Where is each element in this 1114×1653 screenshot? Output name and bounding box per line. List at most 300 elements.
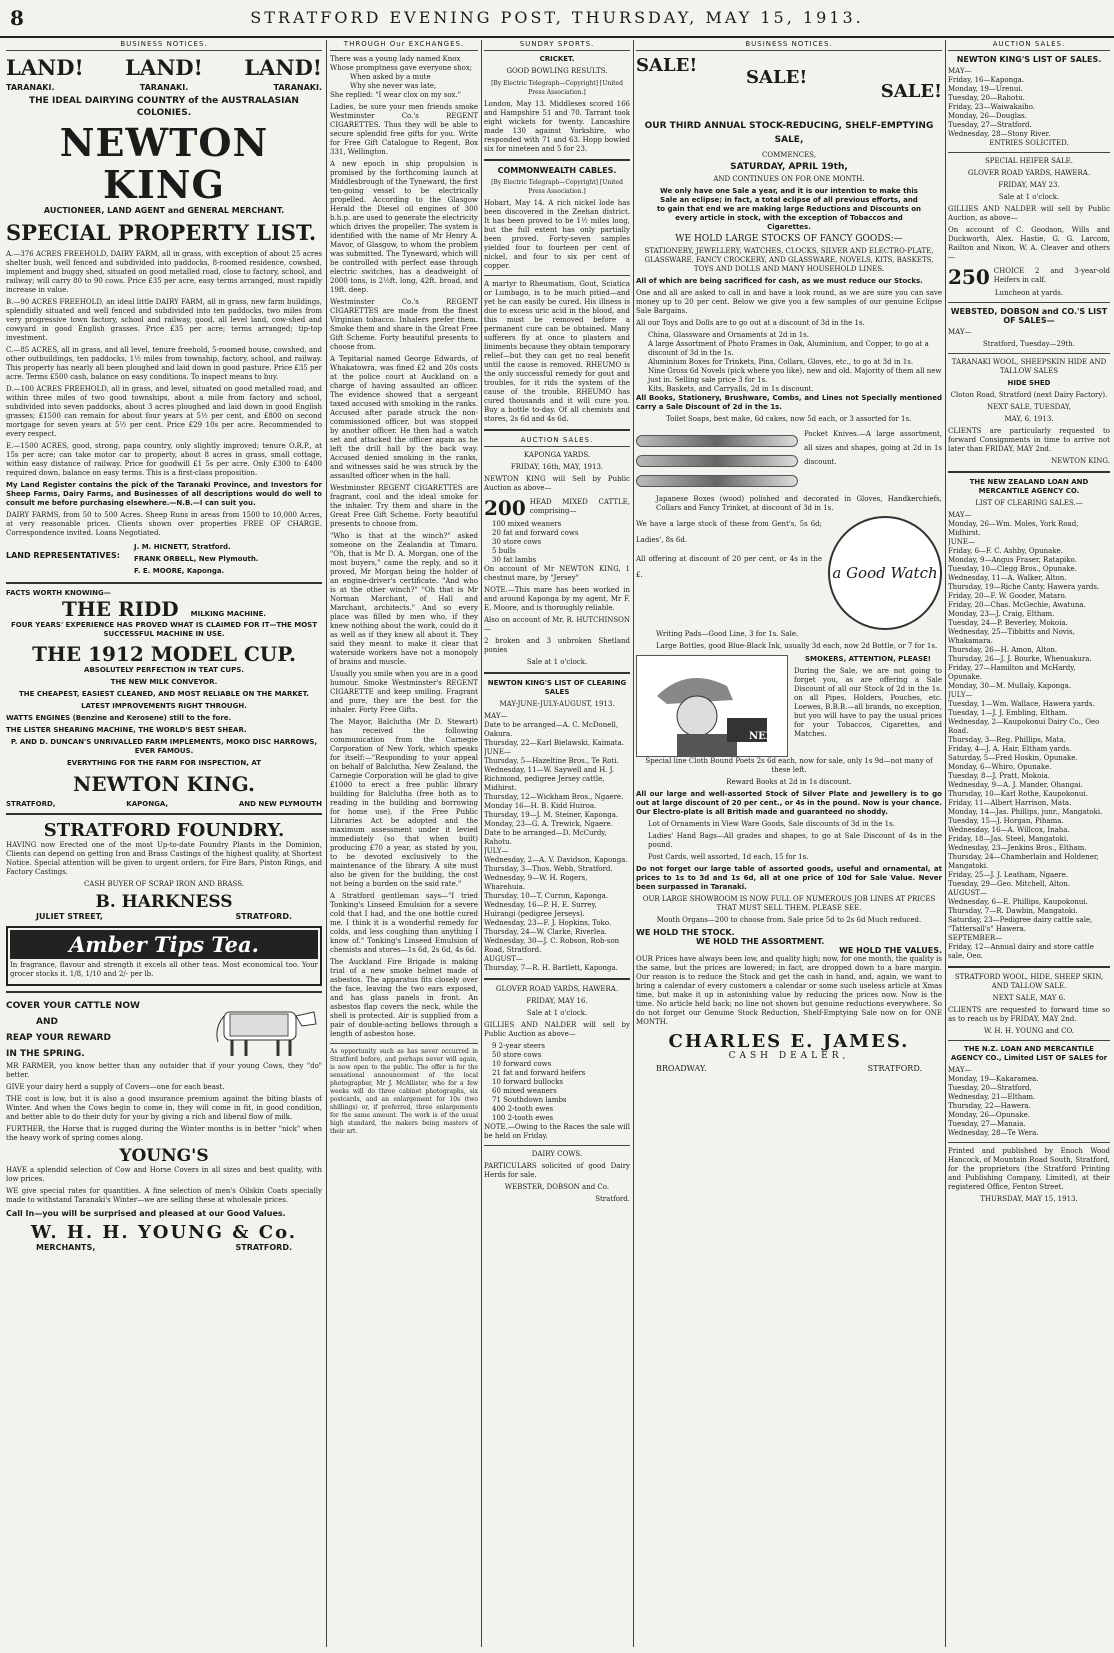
exchange-item: The Auckland Fire Brigade is making trial of a new smoke helmet made of asbestos. The apparatus fits closely over the face, leaving the two ears exposed, and has glass panels in front. An asbestos flap covers the neck, while the shell is protected. Air is supplied from a pair of double-acting bellows through a length of asbestos hose. xyxy=(330,958,478,1038)
list-item: JULY— xyxy=(484,847,509,855)
entries-solicited: ENTRIES SOLICITED. xyxy=(989,139,1069,147)
newton-king-sign: NEWTON KING. xyxy=(1051,457,1110,465)
property-b: B.—90 ACRES FREEHOLD, an ideal little DAIRY FARM, all in grass, new farm buildings, splendidly situated and well fenced and subdivided into ten paddocks, two miles from very progressive town factory, school and railway, good, all level land, cow-shed and cowyard in good English grasses. Price £35 per acre; terms arranged; tip-top investment. xyxy=(6,298,322,342)
list-item: Monday, 9—Angus Fraser, Ratapiko. xyxy=(948,556,1077,564)
nk-clearing: NEWTON KING'S LIST OF CLEARING SALES xyxy=(487,679,627,696)
list-item: Thursday, 24—Chamberlain and Holdener, Mangatoki. xyxy=(948,853,1099,870)
harkness: B. HARKNESS xyxy=(95,892,233,912)
soaps: Toilet Soaps, best make, 6d cakes, now 5d each, or 3 assorted for 1s. xyxy=(666,415,912,423)
list-item: Thursday, 26—H. Amon, Alton. xyxy=(948,646,1058,654)
bargain-list xyxy=(636,331,942,394)
cattle-count: 200 xyxy=(484,496,526,520)
japanese-boxes: Japanese Boxes (wood) polished and decorated in Gloves, Handkerchiefs, Collars and Fancy Trinket, at discount of 3d in 1s. xyxy=(656,495,942,512)
property-d: D.—100 ACRES FREEHOLD, all in grass, and level, situated on good metalled road, and within three miles of two good townships, about a mile from factory and school, subdivided into seven paddocks, about 3 acres ploughed and laid down in good English grasses; £1500 can remain for about four years at 5½ per cent, and £800 on second mortgage for seven years at 5½ per cent. Price £29 10s per acre. Recommended to every respect. xyxy=(6,385,322,438)
list-item: MAY— xyxy=(948,67,972,75)
ideal-country: THE IDEAL DAIRYING COUNTRY of the AUSTRALASIAN COLONIES. xyxy=(29,96,299,118)
list-item: 100 mixed weaners xyxy=(492,520,562,528)
list-item: JUNE— xyxy=(484,748,511,756)
list-item: JULY— xyxy=(948,691,973,699)
hide-sale: STRATFORD WOOL, HIDE, SHEEP SKIN, AND TALLOW SALE. xyxy=(954,973,1104,990)
column-james-sale xyxy=(636,40,942,1647)
list-item: 10 forward cows xyxy=(492,1060,552,1068)
list-item: Friday, 11—Albert Harrison, Mata. xyxy=(948,799,1072,807)
books: All Books, Stationery, Brushware, Combs, and Lines not Specially mentioned carry a Sale Discount of 2d in the 1s. xyxy=(636,394,942,411)
list-item: MAY— xyxy=(948,1066,972,1074)
clearing-heading: LIST OF CLEARING SALES.— xyxy=(975,499,1083,507)
poem-line: Why she never was late, xyxy=(350,82,437,90)
list-item: Wednesday, 9—A. J. Mander, Ohangai. xyxy=(948,781,1083,789)
masthead xyxy=(0,0,1114,38)
in-spring: IN THE SPRING. xyxy=(6,1049,85,1059)
column-business-notices xyxy=(6,40,322,1647)
list-item: Wednesday, 28—Stony River. xyxy=(948,130,1051,138)
column-header: AUCTION SALES. xyxy=(948,40,1110,51)
exchange-item: The Mayor, Balclutha (Mr D. Stewart) has received the following communication from the Carnegie Corporation of New York, which speaks for itself:—"Responding to your appeal on behalf of Balclutha, New Zealand, the Carnegie Corporation will be glad to give £1000 to erect a free public library building for Balclutha (free both as to reading in the building and borrowing for home use), if the Free Public Libraries Act be adopted and the maximum assessment under it levied immediately (so that when built) producing £70 a year, as stated by you, to be devoted exclusively to the maintenance of the library. A site must also be given for the building, the cost not being a burden on the said rate." xyxy=(330,718,478,888)
list-item: Tuesday, 15—J. Horgan, Pihama. xyxy=(948,817,1064,825)
sale-word: SALE! xyxy=(880,81,942,102)
list-item: Monday, 26—Wm. Moles, York Road, Midhirst. xyxy=(948,520,1079,537)
auction-header: AUCTION SALES. xyxy=(484,436,630,447)
property-e: E.—1500 ACRES, good, strong, papa country, only slightly improved; tenure O.R.P., at 15s per acre; can take motor car to property, about 8 acres in grass, small cottage, within easy distance of railway. Price for goodwill £1 5s per acre. Only £300 to £400 required down, balance on easy terms. This is a first-class proposition. xyxy=(6,442,322,477)
nz-loan-sales-list xyxy=(948,1066,1110,1138)
webster-town: Stratford. xyxy=(595,1195,630,1203)
list-item: 30 fat lambs xyxy=(492,556,537,564)
give-herd: GIVE your dairy herd a supply of Covers—one for each beast. xyxy=(6,1083,225,1091)
limerick xyxy=(330,55,478,100)
merchants-line xyxy=(6,1243,322,1252)
street: JULIET STREET, xyxy=(36,912,103,921)
list-item: Monday, 23—J. Craig, Eltham. xyxy=(948,610,1055,618)
exchange-item: Westminster REGENT CIGARETTES are fragrant, cool and the ideal smoke for the inhaler. Try them and share in the Great Free Gift Scheme. Forty beautiful presents to choose from. xyxy=(330,484,478,528)
list-item: Monday, 19—Kakaramea. xyxy=(948,1075,1039,1083)
cloth-poets: Special line Cloth Bound Poets 2s 6d each, now for sale, only 1s 9d—not many of these left. xyxy=(645,757,933,774)
land-word: LAND! xyxy=(6,55,84,80)
youngs-title: YOUNG'S xyxy=(119,1146,209,1166)
land-headline xyxy=(6,55,322,80)
byline: [By Electric Telegraph—Copyright] [United Press Association.] xyxy=(491,179,623,195)
call-in: Call In—you will be surprised and pleased at our Good Values. xyxy=(6,1209,286,1218)
sale-time: Sale at 1 o'clock. xyxy=(526,1009,588,1017)
amber-text: In fragrance, flavour and strength it excels all other teas. Most economical too. Your grocer stocks it. 1/8, 1/10 and 2/- per lb. xyxy=(10,961,318,978)
sale-time: Sale at 1 o'clock. xyxy=(526,658,588,666)
list-item: Wednesday, 23—Jenkins Bros., Eltham. xyxy=(948,844,1087,852)
list-item: SEPTEMBER— xyxy=(948,934,1003,942)
fancy-goods: WE HOLD LARGE STOCKS OF FANCY GOODS:— xyxy=(675,234,903,244)
wool-sales: TARANAKI WOOL, SHEEPSKIN HIDE AND TALLOW SALES xyxy=(951,358,1107,375)
special-rates: WE give special rates for quantities. A fine selection of men's Oilskin Coats specially made to withstand Taranaki's Winter—we are selling these at wholesale prices. xyxy=(6,1187,322,1204)
friday-date: FRIDAY, 16th, MAY, 1913. xyxy=(510,463,604,471)
list-item: Aluminium Boxes for Trinkets, Pins, Collars, Gloves, etc., to go at 3d in 1s. xyxy=(648,358,914,366)
list-item: 30 store cows xyxy=(492,538,542,546)
silver-plate: All our large and well-assorted Stock of Silver Plate and Jewellery is to go out at large discount of 20 per cent., or 4s in the pound. Now is your chance. Our Electro-plate is all British made and guaranteed no shoddy. xyxy=(636,790,942,816)
list-item: Friday, 12—Annual dairy and store cattle sale, Oeo. xyxy=(948,943,1094,960)
rep-name: FRANK ORBELL, New Plymouth. xyxy=(134,555,259,563)
list-item: Nine Gross 6d Novels (pick where you like), new and old. Majority of them all new just in. Selling sale price 3 for 1s. xyxy=(648,367,942,384)
column-auction-sales xyxy=(948,40,1110,1647)
town: KAPONGA, xyxy=(126,800,169,808)
stratford-tuesday: Stratford, Tuesday—29th. xyxy=(983,340,1075,348)
list-item: Tuesday, 29—Geo. Mitchell, Alton. xyxy=(948,880,1070,888)
list-item: Date to be arranged—A. C. McDonell, Oakura. xyxy=(484,721,619,738)
rep-name: J. M. HICNETT, Stratford. xyxy=(134,543,231,551)
list-item: Tuesday, 20—Stratford. xyxy=(948,1084,1032,1092)
exchange-item: As opportunity such as has never occurred in Stratford before, and perhaps never will again, is now open to the public. The offer is for the sensational announcement of the local photographer, Mr J. McAllister, who for a few weeks will do three cabinet photographs, six postcards, and an enlargement for 10s (two shillings) or, if preferred, three enlargements for the same amount. The work is of the usual high standard, the makers being masters of their art. xyxy=(330,1048,478,1135)
gillies-nalder: GILLIES AND NALDER will sell by Public Auction as above— xyxy=(484,1021,630,1038)
lister: THE LISTER SHEARING MACHINE, THE WORLD'S BEST SHEAR. xyxy=(6,726,247,734)
milk-conveyor: THE NEW MILK CONVEYOR. xyxy=(110,678,218,686)
view-ware: Lot of Ornaments in View Ware Goods, Sale discounts of 3d in the 1s. xyxy=(648,820,895,828)
cash-dealer: CASH DEALER, xyxy=(728,1051,850,1061)
stock-list xyxy=(484,1042,630,1123)
ridd-title: THE RIDD xyxy=(61,597,179,621)
cash-buyer: CASH BUYER OF SCRAP IRON AND BRASS. xyxy=(83,880,245,888)
list-item: Friday, 25—J. J. Leatham, Ngaere. xyxy=(948,871,1069,879)
knife-shape xyxy=(636,475,798,487)
account-note: 2 broken and 3 unbroken Shetland ponies xyxy=(484,637,630,654)
column-rule xyxy=(945,40,946,1647)
list-item: Wednesday, 6—E. Phillips, Kaupokonui. xyxy=(948,898,1088,906)
town: STRATFORD. xyxy=(235,912,292,921)
mixed-cattle: HEAD MIXED CATTLE, comprising— xyxy=(529,497,630,515)
commences: COMMENCES, xyxy=(762,151,816,159)
list-item: Tuesday, 8—J. Pratt, Mokoia. xyxy=(948,772,1050,780)
list-item: Thursday, 26—J. J. Bourke, Whenuakura. xyxy=(948,655,1092,663)
cricket-heading: CRICKET. xyxy=(539,55,575,63)
nk-list-sales: NEWTON KING'S LIST OF SALES. xyxy=(956,55,1102,64)
property-c: C.—85 ACRES, all in grass, and all level, tenure freehold, 5-roomed house, cowshed, and other outbuildings, ten paddocks, 1½ miles from township, factory, school, and railway. This property has nearly all been ploughed and laid down in good pasture. Price £35 per acre. Terms £500 cash, balance on easy conditions. To inspect means to buy. xyxy=(6,346,322,381)
rheumo-ad: A martyr to Rheumatism, Gout, Sciatica or Lumbago, is to be much pitied—and yet he can easily be cured. His illness is due to excess uric acid in the blood, and this must be removed before a permanent cure can be obtained. Many sufferers fly at once to plasters and liniments because they obtain temporary relief—but they can get no real benefit until the cause is removed. RHEUMO is the only successful remedy for gout and troubles, for it rids the system of the cause of the trouble. RHEUMO has cured thousands and it will cure you. Buy a bottle to-day. Of all chemists and stores, 2s 6d and 4s 6d. xyxy=(484,280,630,423)
do-not-forget: Do not forget our large table of assorted goods, useful and ornamental, at prices to 1s to 3d and 1s 6d, all at one price of 10d for Sale Value. Never been surpassed in Taranaki. xyxy=(636,865,942,891)
websted-dobson: WEBSTED, DOBSON and CO.'S LIST OF SALES— xyxy=(950,307,1108,325)
hide-shed: HIDE SHED xyxy=(1007,379,1051,387)
town: STRATFORD. xyxy=(867,1064,922,1073)
list-item: 20 fat and forward cows xyxy=(492,529,579,537)
heifer-sale: SPECIAL HEIFER SALE. xyxy=(985,157,1073,165)
list-item: Friday, 16—Kaponga. xyxy=(948,76,1024,84)
list-item: 100 2-tooth ewes xyxy=(492,1114,554,1122)
clients-requested: CLIENTS are requested to forward time so as to reach us by FRIDAY, MAY 2nd. xyxy=(948,1006,1110,1023)
third-annual: OUR THIRD ANNUAL STOCK-REDUCING, SHELF-EMPTYING SALE, xyxy=(644,121,934,145)
exchange-item: "Who is that at the winch?" asked someone on the Zealandia at Timaru. "Oh, that is Mr D. A. Morgan, one of the most buyers," came the reply, and so it proved, Mr Morgan being the holder of an engine-driver's certificate. "And who is at the other winch?" "Oh that is Mr Norman Marchant, of Hall and Marchant, architects." And so every place was filled by men who, if they knew nothing about the work, could do it as well as if they knew all about it. They said they meant to make it clear that waterside workers have not a monopoly of brains and muscle. xyxy=(330,532,478,666)
further-horse: FURTHER, the Horse that is rugged during the Winter months is in better "nick" when the heavy work of spring comes along. xyxy=(6,1125,322,1142)
nz-loan-2: THE N.Z. LOAN AND MERCANTILE AGENCY CO., Limited LIST OF SALES for xyxy=(950,1045,1108,1062)
column-header: BUSINESS NOTICES. xyxy=(636,40,942,51)
list-item: Thursday, 19—J. M. Steiner, Kaponga. xyxy=(484,811,619,819)
list-item: Monday, 6—Whiro, Opunake. xyxy=(948,763,1052,771)
wh-young: W. H. H. YOUNG & Co. xyxy=(30,1222,298,1243)
town: AND NEW PLYMOUTH xyxy=(238,800,322,808)
list-item: 5 bulls xyxy=(492,547,516,555)
column-rule xyxy=(326,40,327,1647)
newspaper-title: STRATFORD EVENING POST, THURSDAY, MAY 15, 1913. xyxy=(250,8,864,27)
account-note: NOTE.—This mare has been worked in and around Kaponga by my agent, Mr F. E. Moore, and is thoroughly reliable. xyxy=(484,586,630,612)
dairy-cows: DAIRY COWS. xyxy=(531,1150,583,1158)
printed-by: Printed and published by Enoch Wood Hancock, of Mountain Road South, Stratford, for the proprietors (the Stratford Printing and Publishing Company, Limited), at their registered Office, Fenton Street. xyxy=(948,1147,1110,1191)
smokers-text: During the Sale, we are not going to forget you, as are offering a Sale Discount of all our Stock of 2d in the 1s. on all Pipes, Holders, Pouches, etc. Loewes, B.B.B.—all brands, no exception, but you will have to pay the usual prices for your Tobaccos, Cigarettes, and Matches. xyxy=(794,667,942,738)
reward-books: Reward Books at 2d in 1s discount. xyxy=(726,778,852,786)
list-item: Tuesday, 10—Clegg Bros., Opunake. xyxy=(948,565,1077,573)
town: STRATFORD, xyxy=(6,800,56,808)
particulars: PARTICULARS solicited of good Dairy Herds for sale. xyxy=(484,1162,630,1179)
street: BROADWAY. xyxy=(656,1064,707,1073)
toys: All our Toys and Dolls are to go out at a discount of 3d in the 1s. xyxy=(636,319,865,327)
foundry-text: HAVING now Erected one of the most Up-to-date Foundry Plants in the Dominion, Clients can depend on getting Iron and Brass Castings of the highest quality, at Shortest Notice. Special attention will be given to urgent orders, for Fire Bars, Piston Rings, and Factory Castings. xyxy=(6,841,322,876)
model-cup: THE 1912 MODEL CUP. xyxy=(32,642,296,666)
watts: WATTS ENGINES (Benzine and Kerosene) still to the fore. xyxy=(6,714,232,722)
sale-word: SALE! xyxy=(636,55,698,76)
friday-date: FRIDAY, MAY 16. xyxy=(526,997,588,1005)
column-rule xyxy=(633,40,634,1647)
sale-time: Sale at 1 o'clock. xyxy=(998,193,1060,201)
amber-tips-ad xyxy=(6,926,322,986)
list-item: A large Assortment of Photo Frames in Oak, Aluminium, and Copper, to go at a discount of 3d in the 1s. xyxy=(648,340,929,357)
friday-date: FRIDAY, MAY 23. xyxy=(998,181,1060,189)
list-item: AUGUST— xyxy=(484,955,523,963)
column-header: SUNDRY SPORTS. xyxy=(484,40,630,51)
mr-farmer: MR FARMER, you know better than any outsider that if your young Cows, they "do" better. xyxy=(6,1062,322,1079)
exchange-item: A new epoch in ship propulsion is promised by the forthcoming launch at Middlesbrough of the Tyneward, the first ten-going vessel to be electrically propelled. According to the Glasgow Herald the Diesel oil engines of 300 b.h.p. are used to generate the electricity which drives the propeller. The system is identified with the name of Mr Henry A. Mavor, of Glasgow, to whom the problem was submitted. The Tyneward, which will be controlled with perfect ease through electric switches, has a deadweight of 2000 tons, is 2½ft. long, 42ft. broad, and 19ft. deep. xyxy=(330,160,478,294)
luncheon: Luncheon at yards. xyxy=(994,289,1064,297)
list-item: Wednesday, 2—Kaupokonui Dairy Co., Oeo Road. xyxy=(948,718,1100,735)
duncan: P. AND D. DUNCAN'S UNRIVALLED FARM IMPLEMENTS, MOKO DISC HARROWS, EVER FAMOUS. xyxy=(10,738,318,755)
sale-word: SALE! xyxy=(746,67,808,88)
list-item: Wednesday, 25—Tibbitts and Novis, Whakamara. xyxy=(948,628,1075,645)
exchange-item: Westminster Co.'s REGENT CIGARETTES are made from the finest Virginian tobacco. Inhalers prefer them. Smoke them and share in the Great Free Gift Scheme. Forty beautiful presents to choose from. xyxy=(330,298,478,351)
list-item: Wednesday, 28—Te Wera. xyxy=(948,1129,1039,1137)
column-header: THROUGH Our EXCHANGES. xyxy=(330,40,478,51)
hold-assortment: WE HOLD THE ASSORTMENT. xyxy=(696,937,825,946)
issue-date: THURSDAY, MAY 15, 1913. xyxy=(980,1195,1078,1203)
next-sale: NEXT SALE, MAY 6. xyxy=(992,994,1066,1002)
list-item: Tuesday, 27—Stratford. xyxy=(948,121,1032,129)
list-item: Friday, 20—Chas. McGechie, Awatuna. xyxy=(948,601,1086,609)
list-item: Thursday, 10—T. Curron, Kaponga. xyxy=(484,892,608,900)
list-item: Monday, 30—M. Mullaly, Kaponga. xyxy=(948,682,1072,690)
list-item: Thursday, 7—R. H. Bartlett, Kaponga. xyxy=(484,964,618,972)
juliet-street xyxy=(6,912,322,921)
list-item: Date to be arranged—D. McCurdy, Rahotu. xyxy=(484,829,607,846)
clients-requested: CLIENTS are particularly requested to forward Consignments in time to arrive not later than FRIDAY, MAY 2nd. xyxy=(948,427,1110,453)
taranaki-word: TARANAKI. xyxy=(139,83,189,92)
towns xyxy=(6,800,322,808)
list-item: Friday, 4—J. A. Hair, Eltham yards. xyxy=(948,745,1072,753)
column-header: BUSINESS NOTICES. xyxy=(6,40,322,51)
kaponga-yards: KAPONGA YARDS. xyxy=(523,451,591,459)
list-item: Tuesday, 27—Manaia. xyxy=(948,1120,1026,1128)
list-item: Monday, 19—Urenui. xyxy=(948,85,1023,93)
list-item: Thursday, 3—Thos. Webb, Stratford. xyxy=(484,865,613,873)
foundry-title: STRATFORD FOUNDRY. xyxy=(43,820,285,841)
list-item: Wednesday, 11—A. Walker, Alton. xyxy=(948,574,1067,582)
list-item: 71 Southdown lambs xyxy=(492,1096,567,1104)
cricket-text: London, May 13. Middlesex scored 166 and Hampshire 51 and 70. Tarrant took eight wickets for twenty. Lancashire made 130 against Yorkshire, who responded with 71 and 63. Hopp bowled six for nineteen and 5 for 23. xyxy=(484,100,630,153)
saturday: SATURDAY, APRIL 19th, xyxy=(730,162,848,172)
byline: [By Electric Telegraph—Copyright] [United Press Association.] xyxy=(491,80,623,96)
choice-heifers: CHOICE 2 and 3-year-old Heifers in calf. xyxy=(993,266,1110,284)
gillies-nalder: GILLIES AND NALDER will sell by Public Auction, as above— xyxy=(948,205,1110,222)
smoker-illustration xyxy=(636,655,788,757)
list-item: Thursday, 12—Wickham Bros., Ngaere. xyxy=(484,793,624,801)
knife-shape xyxy=(636,435,798,447)
column-rule xyxy=(481,40,482,1647)
cost-low: THE cost is low, but it is also a good insurance premium against the biting blasts of Winter. And when the Cows begin to come in, they will come in fit, in good condition, and better able to do their duty for your by giving a rich and liberal flow of milk. xyxy=(6,1095,322,1121)
list-item: Thursday, 10—Karl Rothe, Kaupokonui. xyxy=(948,790,1088,798)
list-item: 10 forward bullocks xyxy=(492,1078,563,1086)
list-item: Thursday, 7—R. Dawbin, Mangatoki. xyxy=(948,907,1078,915)
rep-name: F. E. MOORE, Kaponga. xyxy=(134,567,225,575)
list-item: Friday, 18—Jas. Steel, Mangatoki. xyxy=(948,835,1069,843)
poem-line: She replied: "I wear clox on my sox." xyxy=(330,91,461,99)
property-a: A.—376 ACRES FREEHOLD, DAIRY FARM, all in grass, with exception of about 25 acres shelter bush, well fenced and subdivided into paddocks, 8-roomed residence, cowshed, implement and buggy shed, situated on good metalled road, close to factory, school, and railway; will carry 80 to 90 cows. Price £35 per acre, easy terms arranged, must rapidly increase in value. xyxy=(6,250,322,294)
list-item: Wednesday, 9—W. H. Rogers, Wharehuia. xyxy=(484,874,588,891)
land-register: My Land Register contains the pick of the Taranaki Province, and Investors for Sheep Farms, Dairy Farms, and Businesses of all descriptions would do well to consult me before purchasing elsewhere.—N.B.—I can suit you. xyxy=(6,481,322,507)
bowling-heading: GOOD BOWLING RESULTS. xyxy=(506,67,608,75)
list-item: Saturday, 5—Fred Hoskin, Opunake. xyxy=(948,754,1078,762)
reps-label: LAND REPRESENTATIVES: xyxy=(6,551,120,560)
everything: EVERYTHING FOR THE FARM FOR INSPECTION, AT xyxy=(67,759,261,767)
column-sports-auctions xyxy=(484,40,630,1647)
list-item: 21 fat and forward heifers xyxy=(492,1069,586,1077)
smokers-heading: SMOKERS, ATTENTION, PLEASE! xyxy=(804,655,931,663)
hold-values: WE HOLD THE VALUES. xyxy=(839,946,942,955)
month-label: MAY— xyxy=(948,328,972,336)
nz-loan-clearing-list xyxy=(948,511,1110,961)
list-item: Kits, Baskets, and Carryalls, 2d in 1s discount. xyxy=(648,385,814,393)
account-note: Also on account of Mr. R. HUTCHINSON— xyxy=(484,616,630,633)
representatives xyxy=(6,541,322,577)
cow-illustration xyxy=(202,998,322,1060)
column-exchanges xyxy=(330,40,478,1647)
list-item: MAY— xyxy=(948,511,972,519)
list-item: Monday 16—H. B. Kidd Huiroa. xyxy=(484,802,597,810)
exchange-item: Usually you smile when you are in a good humour. Smoke Westminster's REGENT CIGARETTE and keep smiling. Fragrant and pure, they are the best for the inhaler. Forty Free Gifts. xyxy=(330,670,478,714)
commonwealth-text: Hobart, May 14. A rich nickel lode has been discovered in the Zeehan district. It has been proved to be 1½ miles long, but the full extent has only partially been proved. Forty-seven samples yielded four to fourteen per cent of nickel, and four to six per cent of copper. xyxy=(484,199,630,270)
list-item: Wednesday, 16—A. Willcox, Inaha. xyxy=(948,826,1070,834)
taranaki-word: TARANAKI. xyxy=(6,83,55,92)
list-item: Wednesday, 16—P. H. E. Surrey, Huirangi (pedigree Jerseys). xyxy=(484,901,597,918)
list-item: Thursday, 19—Riche Canty, Hawera yards. xyxy=(948,583,1100,591)
writing-pads: Writing Pads—Good Line, 3 for 1s. Sale. xyxy=(656,630,799,638)
list-item: Wednesday, 11—W. Saywell and H. J. Richmond, pedigree Jersey cattle, Midhirst. xyxy=(484,766,615,792)
cover-cattle: COVER YOUR CATTLE NOW xyxy=(6,1001,140,1011)
all-of-which: All of which are being sacrificed for cash, as we must reduce our Stocks. xyxy=(636,277,923,285)
may-sales-list xyxy=(948,67,1110,139)
stationery: STATIONERY, JEWELLERY, WATCHES, CLOCKS, SILVER AND ELECTRO-PLATE, GLASSWARE, FANCY CROCKERY, AND GLASSWARE, NOVELS, KITS, BASKETS, TOYS AND DOLLS AND MANY HOUSEHOLD LINES. xyxy=(644,247,934,273)
showroom: OUR LARGE SHOWROOM IS NOW FULL OF NUMEROUS JOB LINES AT PRICES THAT MUST SELL THEM. PLEASE SEE. xyxy=(642,895,936,912)
list-item: Monday, 14—Jas. Phillips, junr., Mangatoki. xyxy=(948,808,1103,816)
list-item: 400 2-tooth ewes xyxy=(492,1105,554,1113)
list-item: Wednesday, 21—Eltham. xyxy=(948,1093,1036,1101)
facts-heading: FACTS WORTH KNOWING— xyxy=(6,589,111,597)
commonwealth-heading: COMMONWEALTH CABLES. xyxy=(497,166,617,175)
ink-bottles: Large Bottles, good Blue-Black Ink, usually 3d each, now 2d Bottle, or 7 for 1s. xyxy=(656,642,938,650)
land-word: LAND! xyxy=(125,55,203,80)
glover-yards: GLOVER ROAD YARDS, HAWERA. xyxy=(967,169,1091,177)
knives-picture xyxy=(636,427,798,495)
list-item: Thursday, 22—Karl Bielawski, Kaimata. xyxy=(484,739,624,747)
clearing-sales-list xyxy=(484,712,630,973)
hand-bags: Ladies' Hand Bags—All grades and shapes, to go at Sale Discount of 4s in the pound. xyxy=(648,832,942,849)
list-item: Tuesday, 1—J. J. Embling, Eltham. xyxy=(948,709,1068,717)
list-item: China, Glassware and Ornaments at 2d in 1s. xyxy=(648,331,809,339)
account-note: On account of Mr NEWTON KING, 1 chestnut mare, by "Jersey" xyxy=(484,565,630,582)
cheapest: THE CHEAPEST, EASIEST CLEANED, AND MOST RELIABLE ON THE MARKET. xyxy=(19,690,309,698)
one-and-all: One and all are asked to call in and have a look round, as we are sure you can save money up to 20 per cent. Below we give you a few samples of our genuine Eclipse Sale Bargains. xyxy=(636,289,942,315)
merchants: MERCHANTS, xyxy=(36,1243,96,1252)
town: STRATFORD. xyxy=(235,1243,292,1252)
wh-young: W. H. H. YOUNG and CO. xyxy=(983,1027,1075,1035)
post-cards: Post Cards, well assorted, 1d each, 15 for 1s. xyxy=(648,853,809,861)
glover-yards: GLOVER ROAD YARDS, HAWERA. xyxy=(495,985,619,993)
exchange-item: A Tepitarial named George Edwards, of Whakatowra, was fined £2 and 20s costs at the police court at Auckland on a charge of having assaulted an officer. The evidence showed that a sergeant taxed accused with smoking in the ranks. Accused after parade struck the non-commissioned officer, but was stopped by another officer. He then had a watch set and attacked the officer again as he left the drill hall by the back way. Accused denied smoking in the ranks, and witnesses said he was struck by the assaulted officer when in the hall. xyxy=(330,355,478,480)
next-sale: NEXT SALE, TUESDAY, xyxy=(987,403,1071,411)
list-item: Thursday, 24—W. Clarke, Riverlea. xyxy=(484,928,607,936)
list-item: Wednesday, 30—J. C. Robson, Rob-son Road, Stratford. xyxy=(484,937,620,954)
list-item: JUNE— xyxy=(948,538,975,546)
continues: AND CONTINUES ON FOR ONE MONTH. xyxy=(713,175,865,183)
nz-loan: THE NEW ZEALAND LOAN AND MERCANTILE AGENCY CO. xyxy=(969,478,1089,495)
list-item: Thursday, 22—Hawera. xyxy=(948,1102,1031,1110)
dairy-farms: DAIRY FARMS, from 50 to 500 Acres. Sheep Runs in areas from 1500 to 10,000 Acres, at very reasonable prices. Clients shown over properties FREE OF CHARGE. Correspondence invited. Loans Negotiated. xyxy=(6,511,322,537)
auctioneer-line: AUCTIONEER, LAND AGENT and GENERAL MERCHANT. xyxy=(43,206,285,215)
list-item: 60 mixed weaners xyxy=(492,1087,557,1095)
pocket-knives: Pocket Knives.—A large assortment, all sizes and shapes, going at 2d in 1s discount. xyxy=(804,430,942,466)
knife-shape xyxy=(636,455,798,467)
teat-cups: ABSOLUTELY PERFECTION IN TEAT CUPS. xyxy=(84,666,244,674)
list-item: Monday, 26—Opunake. xyxy=(948,1111,1030,1119)
watches-stock: We have a large stock of these from Gent's, 5s 6d; Ladies', 8s 6d. xyxy=(636,520,822,544)
taranaki-word: TARANAKI. xyxy=(273,83,322,92)
months: MAY-JUNE-JULY-AUGUST, 1913. xyxy=(499,700,615,708)
cloton-road: Cloton Road, Stratford (next Dairy Factory). xyxy=(950,391,1108,399)
next-sale-date: MAY, 6, 1913. xyxy=(1004,415,1054,423)
list-item: Friday, 20—F. W. Gooder, Mataro. xyxy=(948,592,1067,600)
list-item: Thursday, 3—Reg. Phillips, Mata. xyxy=(948,736,1066,744)
webster-dobson: WEBSTER, DOBSON and Co. xyxy=(504,1183,610,1191)
nk-sell: NEWTON KING will Sell by Public Auction as above— xyxy=(484,475,630,492)
milking-machine: MILKING MACHINE. xyxy=(190,610,267,618)
mouth-organs: Mouth Organs—200 to choose from. Sale price 5d to 2s 6d Much reduced. xyxy=(656,916,922,924)
our-prices: OUR Prices have always been low, and quality high; now, for one month, the quality is the same, but the prices are lowered; in fact, are dropped down to a bare margin. Our reason is to reduce the Stock and get the cash in hand, and, again, we want to bring a calendar of every customers a calendar or some such useless article at Xmas time, but make it up in astonishing value by reducing the prices now. Now is the time. No article held back; no line not shown but genuine reductions everywhere. So do not forget our Genuine Stock Reduction, Shelf-Emptying Sale now on for ONE MONTH. xyxy=(636,955,942,1026)
list-item: Tuesday, 24—P. Beverley, Mokoia. xyxy=(948,619,1068,627)
list-item: MAY— xyxy=(484,712,508,720)
list-item: Saturday, 23—Pedigree dairy cattle sale, "Tattersall's" Hawera. xyxy=(948,916,1093,933)
cattle-list xyxy=(484,520,630,565)
poem-line: Whose promptness gave everyone shox; xyxy=(330,64,473,72)
poem-line: There was a young lady named Knox xyxy=(330,55,461,63)
list-item: AUGUST— xyxy=(948,889,987,897)
amber-logo: Amber Tips Tea. xyxy=(10,930,318,959)
special-list-title: SPECIAL PROPERTY LIST. xyxy=(6,220,317,245)
exchange-item: Ladies, be sure your men friends smoke Westminster Co.'s REGENT CIGARETTES. Thus they will be able to secure splendid free gifts for you. Write for Free Gift Catalogue to Regent, Box 331, Wellington. xyxy=(330,103,478,156)
address-line xyxy=(636,1064,942,1073)
reap-reward: REAP YOUR REWARD xyxy=(6,1033,111,1043)
list-item: Wednesday, 23—F. J. Hopkins, Toko. xyxy=(484,919,612,927)
list-item: Wednesday, 2—A. V. Davidson, Kaponga. xyxy=(484,856,628,864)
heifer-count: 250 xyxy=(948,265,990,289)
next-label: NEXT xyxy=(749,731,781,742)
watches-offer: All offering at discount of 20 per cent, or 4s in the £. xyxy=(636,555,822,579)
races-note: NOTE.—Owing to the Races the sale will be held on Friday. xyxy=(484,1123,630,1140)
hold-stock: WE HOLD THE STOCK. xyxy=(636,928,735,937)
list-item: Friday, 23—Waiwakaiho. xyxy=(948,103,1036,111)
newton-king-title: NEWTON KING xyxy=(59,120,269,207)
charles-james: CHARLES E. JAMES. xyxy=(668,1031,910,1052)
account-of: On account of C. Goodson, Wills and Duckworth, Alex. Hastie, G. G. Larcom, Railton and Nixon, W. A. Cleaver and others— xyxy=(948,226,1110,261)
four-years: FOUR YEARS' EXPERIENCE HAS PROVED WHAT IS CLAIMED FOR IT—THE MOST SUCCESSFUL MACHINE IN USE. xyxy=(11,621,317,638)
only-one-sale: We only have one Sale a year, and it is our intention to make this Sale an eclipse; in fact, a total eclipse of all previous efforts, and to gain that end we are making large Reductions and Discounts on every article in stock, with the exception of Tobaccos and Cigarettes. xyxy=(656,187,922,231)
land-word: LAND! xyxy=(244,55,322,80)
